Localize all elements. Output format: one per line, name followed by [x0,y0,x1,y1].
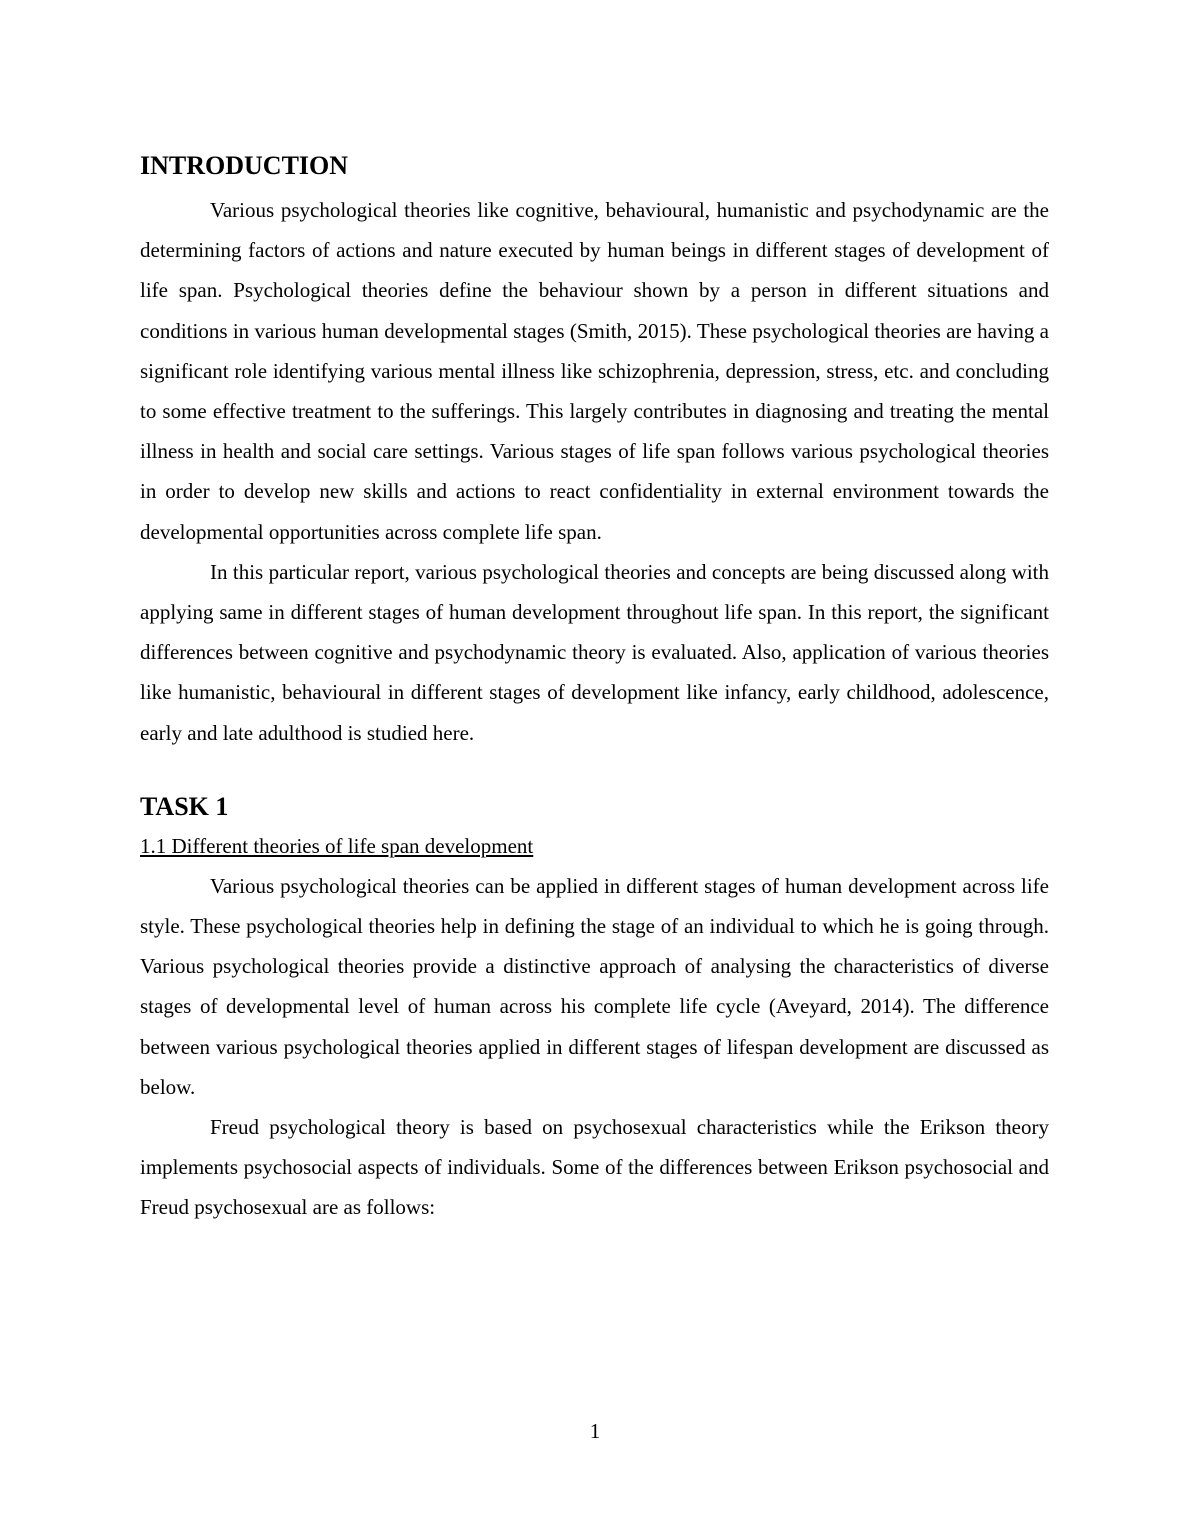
task1-paragraph-2: Freud psychological theory is based on psychosexual characteristics while the Erikson theory implements psychosocial aspects of individuals. Some of the differences between Erikson psychosocial and Freud psychosexual are as follows: [140,1115,1049,1220]
page-number: 1 [589,1419,601,1443]
page-content [140,148,1049,1228]
task1-subheading: 1.1 Different theories of life span development [140,833,534,858]
task1-heading: TASK 1 [140,791,229,821]
introduction-paragraph-2: In this particular report, various psychological theories and concepts are being discussed along with applying same in different stages of human development throughout life span. In this report, the significant differences between cognitive and psychodynamic theory is evaluated. Also, application of various theories like humanistic, behavioural in different stages of development like infancy, early childhood, adolescence, early and late adulthood is studied here. [140,559,1049,745]
introduction-heading: INTRODUCTION [140,151,349,180]
task1-paragraph-1: Various psychological theories can be applied in different stages of human development across life style. These psychological theories help in defining the stage of an individual to which he is going through. Various psychological theories provide a distinctive approach of analysing the characteristics of diverse stages of developmental level of human across his complete life cycle (Aveyard, 2014). The difference between various psychological theories applied in different stages of lifespan development are discussed as below. [140,873,1049,1099]
introduction-paragraph-1: Various psychological theories like cognitive, behavioural, humanistic and psychodynamic are the determining factors of actions and nature executed by human beings in different stages of development of life span. Psychological theories define the behaviour shown by a person in different situations and conditions in various human developmental stages (Smith, 2015). These psychological theories are having a significant role identifying various mental illness like schizophrenia, depression, stress, etc. and concluding to some effective treatment to the sufferings. This largely contributes in diagnosing and treating the mental illness in health and social care settings. Various stages of life span follows various psychological theories in order to develop new skills and actions to react confidentiality in external environment towards the developmental opportunities across complete life span. [140,198,1049,544]
